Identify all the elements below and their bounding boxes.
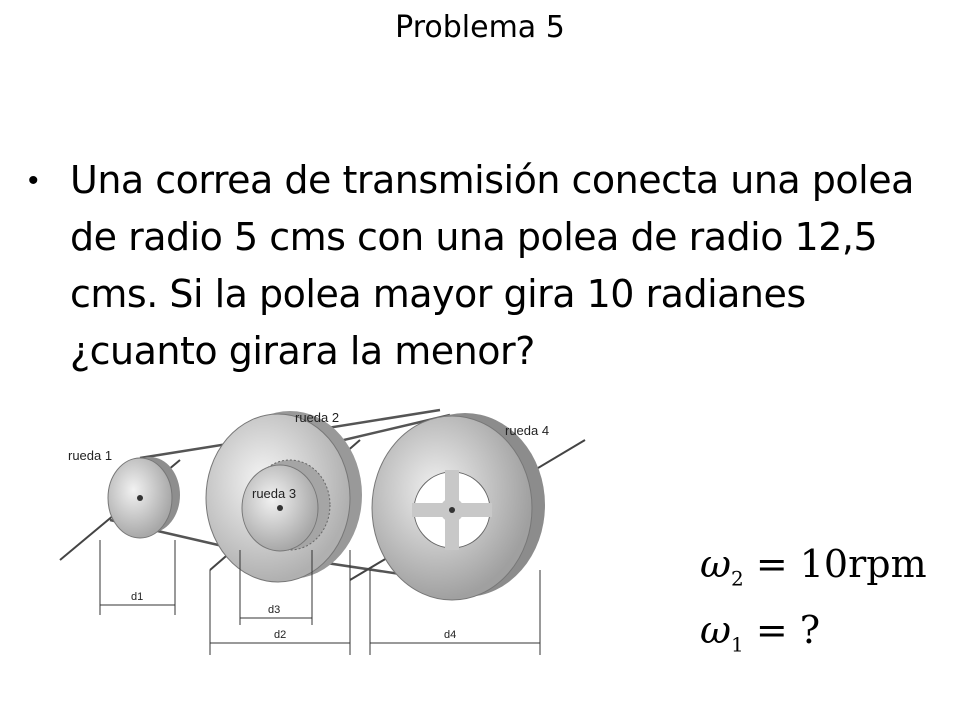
label-rueda-4: rueda 4 <box>505 423 550 438</box>
omega-symbol: ω <box>700 608 731 652</box>
problem-line-2: de radio 5 cms con una polea de radio 12,5 <box>70 215 878 259</box>
formula-omega2 <box>700 542 950 591</box>
label-d3: d3 <box>268 604 281 616</box>
formula-omega1 <box>700 608 950 657</box>
problem-line-1: Una correa de transmisión conecta una polea <box>70 158 914 202</box>
slide-title: Problema 5 <box>395 10 565 45</box>
subscript: 2 <box>731 566 744 591</box>
bullet-icon: • <box>28 164 39 197</box>
label-rueda-1: rueda 1 <box>68 448 113 463</box>
label-d4: d4 <box>444 629 457 641</box>
problem-line-4: ¿cuanto girara la menor? <box>70 329 535 373</box>
problem-text <box>70 152 938 380</box>
label-rueda-3: rueda 3 <box>252 486 297 501</box>
rueda-1 <box>108 457 180 538</box>
subscript: 1 <box>731 632 744 657</box>
problem-statement <box>28 152 938 380</box>
rueda-4 <box>372 413 545 600</box>
formula-rhs: = ? <box>755 608 821 652</box>
problem-line-3: cms. Si la polea mayor gira 10 radianes <box>70 272 806 316</box>
pulley-diagram <box>40 400 600 670</box>
label-rueda-2: rueda 2 <box>295 410 340 425</box>
label-d1: d1 <box>131 591 144 603</box>
omega-symbol: ω <box>700 542 731 586</box>
formula-rhs: = 10rpm <box>755 542 927 586</box>
label-d2: d2 <box>274 629 287 641</box>
